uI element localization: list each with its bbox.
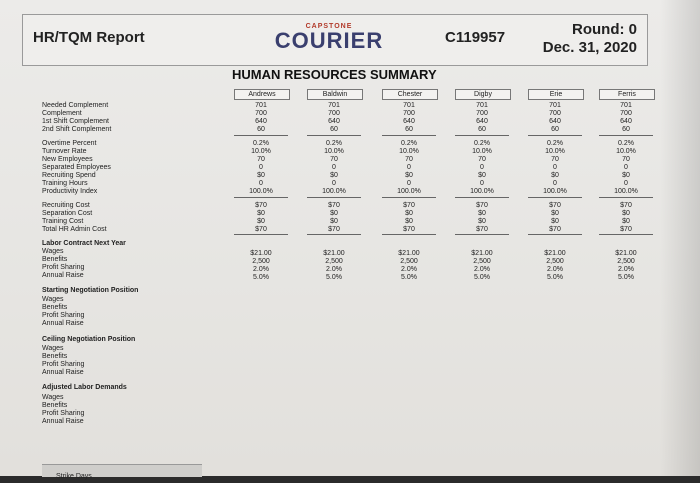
divider-digby-1 [455, 197, 509, 198]
label-benefits-3: Benefits [42, 353, 68, 360]
company-header-baldwin: Baldwin [307, 89, 363, 100]
cell-baldwin-9: 0 [332, 180, 336, 187]
cell-ferris-18: 5.0% [618, 274, 634, 281]
label-productivity: Productivity Index [42, 188, 98, 195]
round-label: Round: 0 [572, 21, 637, 38]
report-title: HR/TQM Report [33, 29, 145, 46]
cell-chester-2: 640 [403, 118, 415, 125]
cell-ferris-15: $21.00 [615, 250, 637, 257]
cell-andrews-16: 2,500 [252, 258, 270, 265]
cell-ferris-9: 0 [624, 180, 628, 187]
divider-chester-0 [382, 135, 436, 136]
cell-ferris-8: $0 [622, 172, 630, 179]
label-starting-neg: Starting Negotiation Position [42, 287, 139, 294]
hr-summary-table [22, 88, 646, 480]
cell-ferris-14: $70 [620, 226, 632, 233]
cell-ferris-0: 701 [620, 102, 632, 109]
cell-digby-16: 2,500 [473, 258, 491, 265]
cell-erie-9: 0 [553, 180, 557, 187]
cell-digby-14: $70 [476, 226, 488, 233]
cell-erie-15: $21.00 [544, 250, 566, 257]
company-id: C119957 [445, 29, 506, 46]
cell-ferris-4: 0.2% [618, 140, 634, 147]
cell-andrews-15: $21.00 [250, 250, 272, 257]
cell-baldwin-0: 701 [328, 102, 340, 109]
cell-erie-18: 5.0% [547, 274, 563, 281]
cell-digby-2: 640 [476, 118, 488, 125]
cell-chester-0: 701 [403, 102, 415, 109]
divider-erie-0 [528, 135, 582, 136]
cell-baldwin-8: $0 [330, 172, 338, 179]
cell-erie-2: 640 [549, 118, 561, 125]
cell-erie-4: 0.2% [547, 140, 563, 147]
cell-andrews-0: 701 [255, 102, 267, 109]
cell-chester-14: $70 [403, 226, 415, 233]
cell-andrews-18: 5.0% [253, 274, 269, 281]
cell-chester-4: 0.2% [401, 140, 417, 147]
courier-logo [269, 23, 389, 59]
cell-baldwin-13: $0 [330, 218, 338, 225]
cell-ferris-10: 100.0% [614, 188, 638, 195]
cell-erie-6: 70 [551, 156, 559, 163]
cell-baldwin-12: $0 [330, 210, 338, 217]
cell-andrews-10: 100.0% [249, 188, 273, 195]
label-benefits-1: Benefits [42, 256, 68, 263]
cell-baldwin-6: 70 [330, 156, 338, 163]
divider-ferris-1 [599, 197, 653, 198]
cell-chester-17: 2.0% [401, 266, 417, 273]
cell-andrews-12: $0 [257, 210, 265, 217]
page-shadow [660, 0, 700, 476]
cell-andrews-2: 640 [255, 118, 267, 125]
cell-erie-17: 2.0% [547, 266, 563, 273]
logo-top-text: CAPSTONE [305, 23, 353, 30]
cell-chester-5: 10.0% [399, 148, 419, 155]
cell-ferris-6: 70 [622, 156, 630, 163]
cell-digby-15: $21.00 [471, 250, 493, 257]
label-profit-sharing-2: Profit Sharing [42, 312, 85, 319]
cell-erie-14: $70 [549, 226, 561, 233]
label-annual-raise-3: Annual Raise [42, 369, 84, 376]
divider-chester-1 [382, 197, 436, 198]
cell-ferris-11: $70 [620, 202, 632, 209]
divider-baldwin-0 [307, 135, 361, 136]
cell-baldwin-14: $70 [328, 226, 340, 233]
label-annual-raise-4: Annual Raise [42, 418, 84, 425]
label-wages-3: Wages [42, 345, 64, 352]
label-profit-sharing-1: Profit Sharing [42, 264, 85, 271]
cell-digby-1: 700 [476, 110, 488, 117]
cell-baldwin-2: 640 [328, 118, 340, 125]
cell-ferris-2: 640 [620, 118, 632, 125]
label-complement: Complement [42, 110, 82, 117]
divider-chester-2 [382, 234, 436, 235]
cell-erie-7: 0 [553, 164, 557, 171]
cell-erie-5: 10.0% [545, 148, 565, 155]
cell-ferris-3: 60 [622, 126, 630, 133]
cell-digby-7: 0 [480, 164, 484, 171]
divider-andrews-1 [234, 197, 288, 198]
cell-andrews-13: $0 [257, 218, 265, 225]
cell-digby-17: 2.0% [474, 266, 490, 273]
cell-andrews-4: 0.2% [253, 140, 269, 147]
cell-erie-0: 701 [549, 102, 561, 109]
cell-chester-3: 60 [405, 126, 413, 133]
company-header-chester: Chester [382, 89, 438, 100]
cell-chester-13: $0 [405, 218, 413, 225]
cell-baldwin-17: 2.0% [326, 266, 342, 273]
company-header-erie: Erie [528, 89, 584, 100]
divider-erie-2 [528, 234, 582, 235]
cell-digby-6: 70 [478, 156, 486, 163]
cell-baldwin-3: 60 [330, 126, 338, 133]
label-labor-contract: Labor Contract Next Year [42, 240, 126, 247]
label-strike-days: Strike Days [56, 473, 92, 480]
label-profit-sharing-3: Profit Sharing [42, 361, 85, 368]
section-title: HUMAN RESOURCES SUMMARY [232, 67, 437, 82]
cell-baldwin-7: 0 [332, 164, 336, 171]
cell-ferris-5: 10.0% [616, 148, 636, 155]
divider-digby-0 [455, 135, 509, 136]
cell-digby-9: 0 [480, 180, 484, 187]
divider-baldwin-1 [307, 197, 361, 198]
cell-andrews-14: $70 [255, 226, 267, 233]
cell-ferris-13: $0 [622, 218, 630, 225]
divider-ferris-2 [599, 234, 653, 235]
cell-baldwin-10: 100.0% [322, 188, 346, 195]
cell-baldwin-5: 10.0% [324, 148, 344, 155]
cell-chester-7: 0 [407, 164, 411, 171]
label-ceiling-neg: Ceiling Negotiation Position [42, 336, 136, 343]
cell-digby-8: $0 [478, 172, 486, 179]
divider-digby-2 [455, 234, 509, 235]
cell-digby-10: 100.0% [470, 188, 494, 195]
cell-digby-5: 10.0% [472, 148, 492, 155]
label-second-shift: 2nd Shift Complement [42, 126, 112, 133]
label-wages-2: Wages [42, 296, 64, 303]
cell-baldwin-18: 5.0% [326, 274, 342, 281]
cell-baldwin-16: 2,500 [325, 258, 343, 265]
cell-andrews-5: 10.0% [251, 148, 271, 155]
cell-erie-10: 100.0% [543, 188, 567, 195]
label-overtime: Overtime Percent [42, 140, 97, 147]
label-annual-raise-1: Annual Raise [42, 272, 84, 279]
cell-chester-8: $0 [405, 172, 413, 179]
cell-erie-11: $70 [549, 202, 561, 209]
round-date: Dec. 31, 2020 [542, 39, 637, 56]
cell-ferris-16: 2,500 [617, 258, 635, 265]
label-adjusted-demands: Adjusted Labor Demands [42, 384, 127, 391]
strike-days-row [42, 464, 202, 480]
label-training-hours: Training Hours [42, 180, 88, 187]
cell-baldwin-1: 700 [328, 110, 340, 117]
divider-ferris-0 [599, 135, 653, 136]
label-recruiting-spend: Recruiting Spend [42, 172, 96, 179]
cell-ferris-12: $0 [622, 210, 630, 217]
company-header-digby: Digby [455, 89, 511, 100]
cell-erie-12: $0 [551, 210, 559, 217]
cell-baldwin-15: $21.00 [323, 250, 345, 257]
cell-baldwin-4: 0.2% [326, 140, 342, 147]
report-header [22, 14, 648, 66]
label-needed-complement: Needed Complement [42, 102, 109, 109]
logo-main-text: COURIER [274, 28, 384, 53]
divider-erie-1 [528, 197, 582, 198]
cell-digby-3: 60 [478, 126, 486, 133]
cell-chester-12: $0 [405, 210, 413, 217]
label-benefits-2: Benefits [42, 304, 68, 311]
divider-andrews-2 [234, 234, 288, 235]
cell-chester-18: 5.0% [401, 274, 417, 281]
cell-chester-11: $70 [403, 202, 415, 209]
label-profit-sharing-4: Profit Sharing [42, 410, 85, 417]
label-benefits-4: Benefits [42, 402, 68, 409]
cell-digby-0: 701 [476, 102, 488, 109]
cell-andrews-17: 2.0% [253, 266, 269, 273]
cell-digby-18: 5.0% [474, 274, 490, 281]
label-separated: Separated Employees [42, 164, 111, 171]
cell-chester-6: 70 [405, 156, 413, 163]
cell-andrews-8: $0 [257, 172, 265, 179]
label-recruiting-cost: Recruiting Cost [42, 202, 90, 209]
cell-andrews-1: 700 [255, 110, 267, 117]
cell-andrews-7: 0 [259, 164, 263, 171]
cell-andrews-6: 70 [257, 156, 265, 163]
cell-chester-1: 700 [403, 110, 415, 117]
divider-andrews-0 [234, 135, 288, 136]
cell-erie-8: $0 [551, 172, 559, 179]
cell-digby-11: $70 [476, 202, 488, 209]
company-header-andrews: Andrews [234, 89, 290, 100]
cell-erie-1: 700 [549, 110, 561, 117]
cell-baldwin-11: $70 [328, 202, 340, 209]
cell-andrews-9: 0 [259, 180, 263, 187]
label-separation-cost: Separation Cost [42, 210, 93, 217]
cell-ferris-7: 0 [624, 164, 628, 171]
cell-ferris-1: 700 [620, 110, 632, 117]
cell-digby-12: $0 [478, 210, 486, 217]
cell-andrews-11: $70 [255, 202, 267, 209]
cell-digby-13: $0 [478, 218, 486, 225]
label-wages-4: Wages [42, 394, 64, 401]
label-wages-1: Wages [42, 248, 64, 255]
round-info [543, 21, 637, 57]
cell-chester-16: 2,500 [400, 258, 418, 265]
label-annual-raise-2: Annual Raise [42, 320, 84, 327]
cell-chester-9: 0 [407, 180, 411, 187]
company-header-ferris: Ferris [599, 89, 655, 100]
divider-baldwin-2 [307, 234, 361, 235]
cell-erie-13: $0 [551, 218, 559, 225]
label-new-employees: New Employees [42, 156, 93, 163]
label-first-shift: 1st Shift Complement [42, 118, 109, 125]
cell-chester-10: 100.0% [397, 188, 421, 195]
cell-erie-3: 60 [551, 126, 559, 133]
label-total-hr: Total HR Admin Cost [42, 226, 107, 233]
cell-digby-4: 0.2% [474, 140, 490, 147]
label-training-cost: Training Cost [42, 218, 84, 225]
cell-erie-16: 2,500 [546, 258, 564, 265]
label-turnover: Turnover Rate [42, 148, 87, 155]
cell-ferris-17: 2.0% [618, 266, 634, 273]
cell-andrews-3: 60 [257, 126, 265, 133]
cell-chester-15: $21.00 [398, 250, 420, 257]
